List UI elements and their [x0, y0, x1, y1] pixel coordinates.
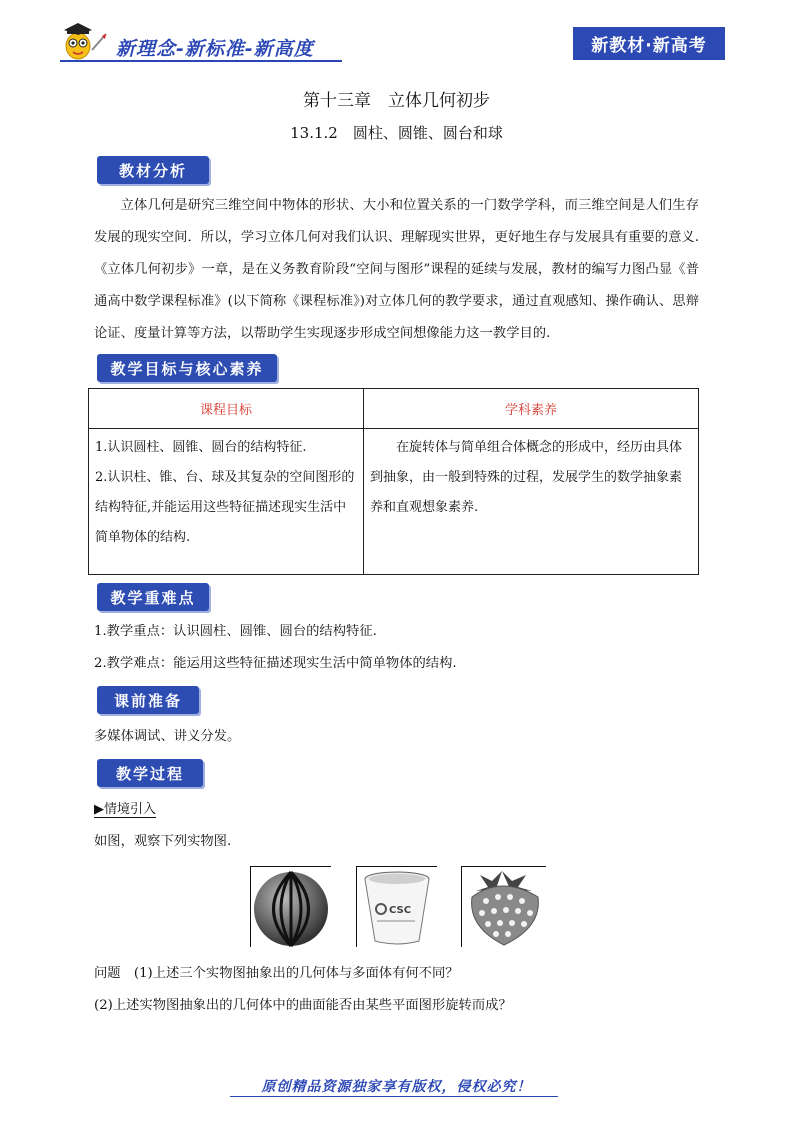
question-1: 问题 (1)上述三个实物图抽象出的几何体与多面体有何不同？	[94, 966, 459, 981]
goals-course-cell	[89, 429, 364, 575]
key-point-item: 2.教学难点：能运用这些特征描述现实生活中简单物体的结构.	[94, 656, 457, 671]
goals-header-course: 课程目标	[89, 389, 364, 429]
heading-analysis: 教材分析	[97, 156, 209, 184]
section-title: 13.1.2 圆柱、圆锥、圆台和球	[290, 124, 503, 142]
goals-header-literacy: 学科素养	[364, 389, 699, 429]
footer-copyright: 原创精品资源独家享有版权，侵权必究！	[261, 1079, 532, 1095]
literacy-text: 在旋转体与简单组合体概念的形成中，经历由具体到抽象，由一般到特殊的过程，发展学生的数学抽象素养和直观想象素养.	[370, 440, 683, 515]
analysis-paragraph: 立体几何是研究三维空间中物体的形状、大小和位置关系的一门数学学科，而三维空间是人们生存发展的现实空间．所以，学习立体几何对我们认识、理解现实世界，更好地生存与发展具有重要的意义.《立体几何初步》一章，是在义务教育阶段“空间与图形”课程的延续与发展，教材的编写力图凸显《普通高中数学课程标准》(以下简称《课程标准》)对立体几何的教学要求，通过直观感知、操作确认、思辩论证、度量计算等方法，以帮助学生实现逐步形成空间想像能力这一教学目的.	[94, 198, 699, 341]
preparation-text: 多媒体调试、讲义分发。	[94, 729, 241, 744]
watermelon-photo	[250, 866, 331, 947]
footer-underline	[230, 1096, 558, 1097]
course-goal-item: 2.认识柱、锥、台、球及其复杂的空间图形的结构特征,并能运用这些特征描述现实生活中简单物体的结构.	[95, 470, 355, 545]
heading-process: 教学过程	[97, 759, 203, 787]
header-slogan: 新理念-新标准-新高度	[116, 38, 314, 60]
mascot-logo	[58, 20, 108, 62]
header-underline	[60, 60, 342, 62]
question-2: (2)上述实物图抽象出的几何体中的曲面能否由某些平面图形旋转而成？	[94, 998, 512, 1013]
key-point-item: 1.教学重点：认识圆柱、圆锥、圆台的结构特征.	[94, 624, 377, 639]
subheading-situation: ▶情境引入	[94, 798, 156, 818]
goals-table	[88, 388, 699, 575]
heading-goals: 教学目标与核心素养	[97, 354, 277, 382]
cup-logo-text: CSC	[389, 905, 412, 916]
strawberry-photo	[461, 866, 546, 947]
heading-key-points: 教学重难点	[97, 583, 209, 611]
heading-preparation: 课前准备	[97, 686, 199, 714]
course-goal-item: 1.认识圆柱、圆锥、圆台的结构特征.	[95, 440, 307, 455]
goals-literacy-cell	[364, 429, 699, 575]
process-intro: 如图，观察下列实物图.	[94, 834, 232, 849]
chapter-title: 第十三章 立体几何初步	[303, 91, 490, 111]
header-badge: 新教材·新高考	[573, 27, 725, 60]
paper-cup-photo	[356, 866, 437, 947]
